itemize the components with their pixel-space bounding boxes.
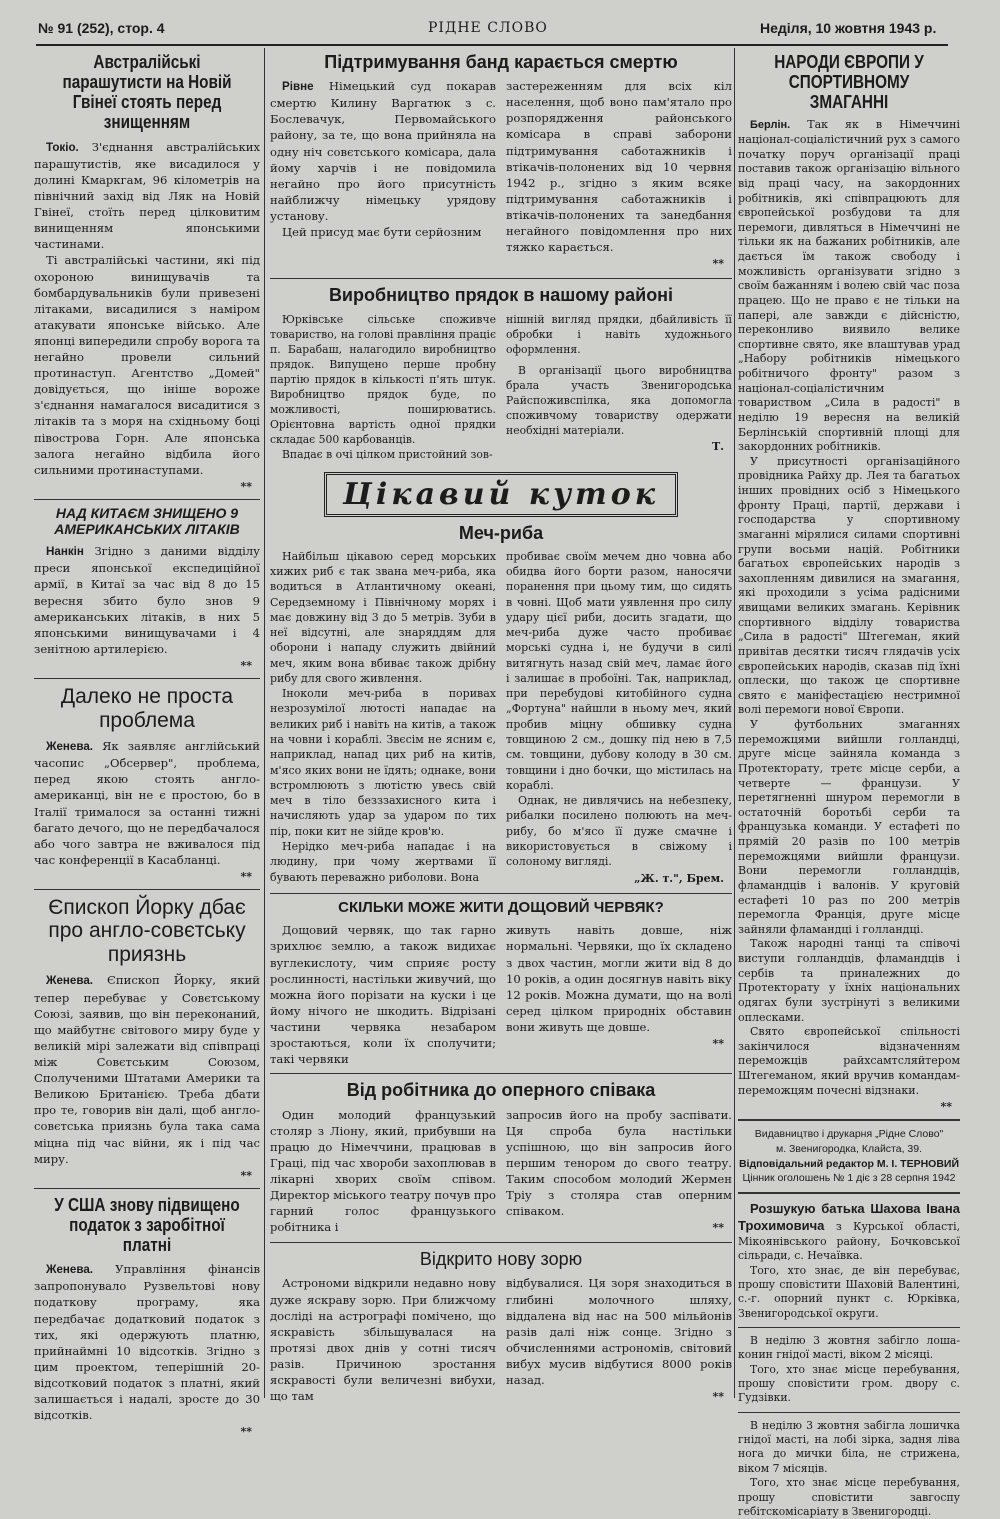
article-divider	[738, 1119, 960, 1121]
article-earthworm	[270, 900, 732, 1068]
article-end-mark: **	[240, 479, 252, 493]
article-paragraph: Іноколи меч-риба в поривах незрозумілої лютості нападає на великих риб і навіть на китів, а також на човни і кораблі. Звєсім не ясним є, наприклад, напад цих риб на китів, м'ясо яких вони не їдять; однаке, вони встромлюють з лютістю увесь свій меч в тіло безззахисного кита і начисляють удар за ударом по тих пір, поки кит не зійде кров'ю.	[270, 687, 496, 838]
article-paragraph	[34, 543, 260, 657]
article-divider	[270, 278, 732, 279]
article-paragraph: Астрономи відкрили недавно нову дуже яскраву зорю. При ближчому досліді на астрографі помічено, що яскравість збільшувалася на протязі двох днів у сотні тисяч разів. Причиною зростання яскравості були величезні вибухи, що там	[270, 1276, 496, 1404]
article-signature: „Ж. т.", Брем.	[634, 871, 724, 885]
article-bishop-york	[34, 896, 260, 1182]
imprint-line: Видавництво і друкарня „Рідне Слово"	[754, 1128, 944, 1141]
article-body	[270, 312, 732, 462]
article-body	[270, 922, 732, 1067]
article-divider	[34, 889, 260, 890]
dateline: Токіо.	[46, 140, 79, 154]
article-column	[270, 549, 496, 887]
article-paragraph: нішній вигляд прядки, дбайливість її обробки і навіть художнього оформлення.	[506, 312, 732, 356]
article-text: Як заявляє англійський часопис „Обсервер", проблема, перед якою стоять англо-американці, він не є простою, бо в Італії трималося за останні тижні багато дечого, що не передбачалося або чого завтра не вживалося під час конференції в Касабланці.	[34, 739, 260, 867]
article-paragraph: Впадає в очі цілком пристойний зов-	[282, 447, 493, 461]
article-not-simple-problem	[34, 685, 260, 883]
article-headline: Виробництво прядок в нашому районі	[328, 285, 674, 306]
article-paragraph: Однак, не дивлячись на небезпеку, рибалки посилено полюють на меч-рибу, бо м'ясо її дуже смачне і використовується в свіжому і солоному вигляді.	[506, 794, 732, 869]
masthead-rule	[36, 44, 948, 46]
article-column	[506, 1107, 732, 1237]
article-end-mark: **	[240, 869, 252, 883]
article-paragraph	[34, 972, 260, 1166]
notice-lost-foal	[738, 1334, 960, 1406]
article-headline: Від робітника до оперного співака	[346, 1080, 656, 1101]
article-text: З'єднання австралійських парашутистів, яке висадилося у долині Кмаркгам, 96 кілометрів на північний захід від Ляк на Новій Гвінеї, стоїть перед цілковитим винищенням японськими частинами.	[34, 139, 261, 252]
notice-paragraph: Того, хто знає, де він перебуває, прошу сповістити Шаховій Валентині, с.-г. опорний пункт с. Юрківка, Звенигородської округи.	[738, 1263, 960, 1320]
dateline: Рівне	[282, 80, 314, 94]
imprint-line: м. Звенигородка, Клайста, 39.	[775, 1143, 923, 1156]
publisher-imprint	[738, 1127, 960, 1186]
article-divider	[34, 678, 260, 679]
article-swordfish	[270, 523, 732, 887]
masthead	[38, 20, 938, 44]
article-paragraph: Юрківське сільське споживче товариство, на голові правління праціє п. Барабаш, налагодило виробництво прядок. Випущено перше пробну партію прядок в кількості п'ять штук. Виробництво прядок буде, по можливості, поширюватись. Орієнтовна вартість одної прядки складає 500 карбованців.	[270, 312, 496, 446]
column-divider	[734, 48, 735, 1398]
article-divider	[270, 1242, 732, 1243]
issue-date: Неділя, 10 жовтня 1943 р.	[760, 20, 937, 36]
article-china-planes	[34, 506, 260, 672]
dateline: Женева.	[46, 1263, 94, 1277]
article-headline: Австралійські парашутисти на Новій Гвінеї стоять перед знищенням	[62, 52, 232, 133]
imprint-line: Цінник оголошень № 1 діє з 28 серпня 1942	[742, 1172, 956, 1185]
article-column	[270, 78, 496, 272]
column-left	[34, 48, 261, 1439]
article-paragraph	[738, 118, 960, 454]
notice-text: з Курської області, Мікоянівського району, Бочковської сільради, с. Нечаївка.	[738, 1220, 961, 1263]
article-column	[506, 1275, 732, 1405]
article-paragraph: Дощовий червяк, що так гарно зрихлює землю, а також видихає вуглекислоту, чим сприяє росту рослинності, настільки живучий, що можна його порізати на куски і це йому нічого не шкодить. Відрізані частини червяка незабаром зростаються, коли їх сполучити; такі червяки	[270, 923, 496, 1067]
dateline: Берлін.	[750, 119, 791, 132]
article-divider	[34, 1188, 260, 1189]
article-end-mark: **	[712, 1221, 724, 1235]
dateline: Женева.	[46, 974, 94, 988]
article-column	[270, 312, 496, 462]
article-column	[270, 922, 496, 1067]
article-paragraph: Цей присуд має бути серйозним	[282, 225, 482, 240]
article-paragraph: У присутності організаційного провідника Райху др. Лея та багатьох інших провідних осіб з Німецького фронту Праці, партії, держави і господарства у спортивному змаганні мірялися силами спортивні групи восьми націй. Робітники багатьох європейських народів з захопленням дивилися на змагання, які проходили з усіма радісними явищами великих змагань. Керівник спортивного відділу товариства „Сила в радості" Штегеман, який привітав десятки тисяч глядачів усіх європейських народів, сказав під їхні оплески, що також це спортивне свято є маніфестацією нестримної волі перемоги нової Європи.	[738, 454, 960, 717]
article-text: Німецький суд покарав смертю Килину Варгатюк з с. Бослевачук, Первомайського району, за те, що вона прийняла на одну ніч совєтського комісара, дала йому харчів і не повідомила негайно про його присутність найближчу німецьку урядову установу.	[270, 79, 497, 224]
article-headline: Меч-риба	[458, 522, 544, 543]
article-usa-tax	[34, 1195, 260, 1439]
newspaper-title: РІДНЕ СЛОВО	[428, 20, 548, 36]
notice-title: Розшукую батька Шахова Івана Трохимовича	[738, 1201, 960, 1234]
article-paragraph: Ті австралійські частини, які під охороною винищувачів та бомбардувальників були привезені літаками, висадилися з наміром атакувати японське військо. Але японці випередили спробу ворога та негайно провели сильний протинаступ. Агентство „Домей" довідується, що ініше вороже з'єднання намагалося висадитися з літаків та з моря на східньому боці півострова Горн. Але японська залога негайно відбила його сильними протинаступами.	[34, 253, 260, 477]
notice-paragraph: В неділю 3 жовтня забігло лоша-конин гнідої масті, віком 2 місяці.	[738, 1333, 960, 1362]
article-body	[270, 1275, 732, 1405]
column-center	[270, 48, 732, 1404]
article-headline: У США знову підвищено податок з заробітної платні	[54, 1194, 240, 1256]
column-right	[738, 48, 961, 1518]
article-body	[270, 78, 732, 272]
article-paragraph: Також народні танці та співочі виступи голландців, фламандців і сербів та приналежних до Протекторату у їхніх національних одягах були зустрінуті з великими оплесками.	[738, 937, 960, 1024]
article-paragraph: У футбольних змаганнях переможцями вийшли голландці, друге місце зайняла команда з Протекторату, третє місце серби, а четверте — французи. У перетягненні шнуром перемогли в остаточній боротьбі серби та французька команди. У естафеті по прямій 20 разів по 100 метрів переможцями вийшли французи. Вони перемогли голландців, фламандців і валонів. У круговій естафеті 10 раз по 200 метрів перемогла Франція, друге місце зайняли фламандці і голландці.	[738, 718, 960, 936]
article-end-mark: **	[712, 1390, 724, 1404]
article-paragraph	[34, 738, 260, 868]
article-sports-competition	[738, 52, 960, 1113]
article-text: Так як в Німеччині націонал-соціалістичний рух з самого початку поруч організації праці поставив також організацію вільного від праці часу, на закордонних робітників, які співпрацюють для європейської розбудови та для перемоги, дивляться в Німеччині не тільки як на бажаних робітників, але дається їм також свободу і можливість організувати згідно з своїм бажанням і волею свій час поза працею. Що не право є не тільки на папері, але завжди є дійсністю, переконливо виявило велике спортивне свято, яке влаштував урад „Набору робітників німецького робітничого фронту" разом з націонал-соціалістичним товариством „Сила в радості" в неділю 19 вересня на великій Берлінській спортивній площі для закордонних робітників.	[738, 118, 961, 454]
article-paragraph: запросив його на пробу заспівати. Ця спроба була настільки успішною, що він запросив його першим тенором до свого театру. Таким способом молодий Жермен Тріу з столяра став оперним співаком.	[506, 1107, 732, 1219]
article-body	[270, 1107, 732, 1237]
article-headline: Відкрито нову зорю	[419, 1249, 583, 1270]
imprint-line: Відповідальний редактор М. І. ТЕРНОВИЙ	[738, 1157, 960, 1170]
notice-paragraph: Того, хто знає місце перебування, прошу сповістити завгоспу гебітскомісаріату в Звенигородці.	[738, 1476, 960, 1518]
article-paragraph: Нерідко меч-риба нападає і на людину, при чому жертвами її бувають переважно риболови. Вона	[270, 840, 496, 884]
article-end-mark: **	[240, 1425, 252, 1439]
article-bands-punishment	[270, 52, 732, 272]
article-headline: НАД КИТАЄМ ЗНИЩЕНО 9 АМЕРИКАНСЬКИХ ЛІТАКІВ	[54, 504, 240, 537]
notice-paragraph: В неділю 3 жовтня забігла лошичка гнідої масті, на лобі зірка, задня ліва нога до мички біла, не стрижена, віком 7 місяців.	[738, 1418, 960, 1475]
article-end-mark: **	[940, 1100, 952, 1114]
article-paragraph: Найбільш цікавою серед морських хижих риб є так звана меч-риба, яка водиться в Атлантичному океані, Середземному і Північному морях і має довжину від 3 до 5 метрів. Зуби в неї відсутні, але знаряддям для оборони і нападу служить двійний меч, яким вона вбиває також дрібну рибу для свого живлення.	[270, 549, 496, 685]
article-column	[506, 312, 732, 462]
notice-lost-filly	[738, 1419, 960, 1519]
article-paragraph: Один молодий французький столяр з Ліону, який, прибувши на працю до Німеччини, працював в Граці, під час хвороби захоплював в лікарні хворих своїм співом. Директор міського театру почув про гарний голос французького робітника і	[270, 1107, 496, 1235]
article-column	[506, 922, 732, 1067]
article-paragraph	[270, 78, 496, 224]
article-divider	[738, 1327, 960, 1328]
article-paragraph: живуть навіть довше, ніж нормальні. Червяки, що їх складено з двох частин, могли жити від 8 до 10 років, а один досягнув навіть віку 12 років. Можна думати, що на волі серед цілком природніх обставин вони живуть ще довше.	[506, 923, 732, 1035]
article-opera-singer	[270, 1080, 732, 1236]
column-divider	[264, 48, 265, 1398]
article-column	[270, 1275, 496, 1405]
article-paragraph: відбувалися. Ця зоря знаходиться в глибині молочного шляху, віддалена від нас на 500 мільйонів разів далі ніж сонце. Згідно з обчисленнями астрономів, світовий вибух мусив відбутися 8000 років назад.	[506, 1276, 732, 1388]
section-banner-wrap	[270, 472, 732, 517]
article-paragraph: пробиває своїм мечем дно човна або обидва його борти разом, наносячи поранення при цьому тим, що сидять в човні. Щоб мати уявлення про силу удару цієї риби, досить згадати, що меч-риба дуже часто пробиває морські судна і, не будучи в силі витягнуть назад свій меч, ламає його і залишає в пробоїні. Так, наприклад, при перебудові китобійного судна „Фортуна" найшли в ньому меч, який пробив міцну обшивку судна товщиною 2 см., дошку під нею в 7,5 см. товщини, дубову колоду в 30 см. товщини і дно бочки, що містилась на кораблі.	[506, 549, 732, 792]
dateline: Женева.	[46, 740, 94, 754]
article-divider	[738, 1192, 960, 1194]
article-divider	[270, 1073, 732, 1074]
article-spinning-wheels	[270, 285, 732, 461]
article-text: Єпископ Йорку, який тепер перебуває у Совєтському Союзі, заявив, що він переконаний, що майбутнє світового миру буде у великій мірі залежати від співпраці між Совєтським Союзом, Сполученими Штатами Америки та Великою Британією. Треба дбати про те, говорив він далі, щоб англо-совєтська приязнь була така сама міцна під час війни, як і під час миру.	[34, 973, 260, 1166]
article-paragraph: Свято європейської спільності закінчилося відзначенням переможців райхсамтсляйтером Штегеманом, який вручив командам-переможцям почесні відзнаки.	[738, 1025, 960, 1097]
article-end-mark: **	[240, 659, 252, 673]
article-column	[506, 549, 732, 887]
article-divider	[34, 499, 260, 500]
article-divider	[270, 893, 732, 894]
article-new-star	[270, 1249, 732, 1405]
notice-search-father	[738, 1200, 960, 1321]
notice-paragraph: Того, хто знає місце перебування, прошу сповістити гром. двору с. Гудзівки.	[738, 1362, 960, 1405]
article-text: Згідно з даними відділу преси японської експедиційної армії, в Китаї за час від 8 до 15 вересня збито було знов 9 американських літаків, в них 5 японськими винищувачами і 4 зенітною артилерією.	[34, 544, 260, 656]
article-end-mark: **	[240, 1168, 252, 1182]
section-banner: Цікавий куток	[324, 472, 678, 517]
article-paragraph	[34, 1261, 260, 1423]
issue-number: № 91 (252), стор. 4	[38, 20, 165, 36]
article-end-mark: **	[712, 257, 724, 271]
article-headline: Підтримування банд карається смертю	[324, 52, 678, 72]
article-signature: Т.	[711, 439, 724, 453]
article-australian-paratroopers	[34, 52, 260, 493]
article-paragraph: застереженням для всіх кіл населення, щоб воно пам'ятало про розпорядження районського комісара в справі заборони підтримування саботажників і втікачів-полонених від 10 червня 1942 р., згідно з яким всяке підтримування саботажників і втікачів-полонених та занедбання негайного повідомлення про них тяжко карається.	[506, 79, 732, 255]
article-column	[270, 1107, 496, 1237]
article-headline: Єпископ Йорку дбає про англо-совєтську приязнь	[48, 895, 246, 966]
dateline: Нанкін	[46, 545, 84, 559]
article-headline: НАРОДИ ЄВРОПИ У СПОРТИВНОМУ ЗМАГАННІ	[774, 52, 924, 113]
article-column	[506, 78, 732, 272]
notice-paragraph	[738, 1200, 960, 1263]
article-end-mark: **	[712, 1037, 724, 1051]
article-headline: СКІЛЬКИ МОЖЕ ЖИТИ ДОЩОВИЙ ЧЕРВЯК?	[338, 898, 664, 916]
article-paragraph	[34, 139, 260, 253]
article-divider	[738, 1412, 960, 1413]
article-text: Управління фінансів запропонувало Рузвельтові нову податкову програму, яка передбачає додатковий податок з тих, які одержують платню, прийнаймні 10 відсотків. Згідно з цим проектом, теперішній 20-відсотковий податок з платні, який залишається і надалі, зросте до 30 відсотків.	[34, 1262, 260, 1423]
article-headline: Далеко не проста проблема	[60, 685, 234, 732]
article-paragraph: В організації цього виробництва брала участь Звенигородська Райспоживспілка, яка допомогла споживчому товариству одержати необхідні матеріали.	[506, 363, 732, 437]
article-body	[270, 549, 732, 887]
